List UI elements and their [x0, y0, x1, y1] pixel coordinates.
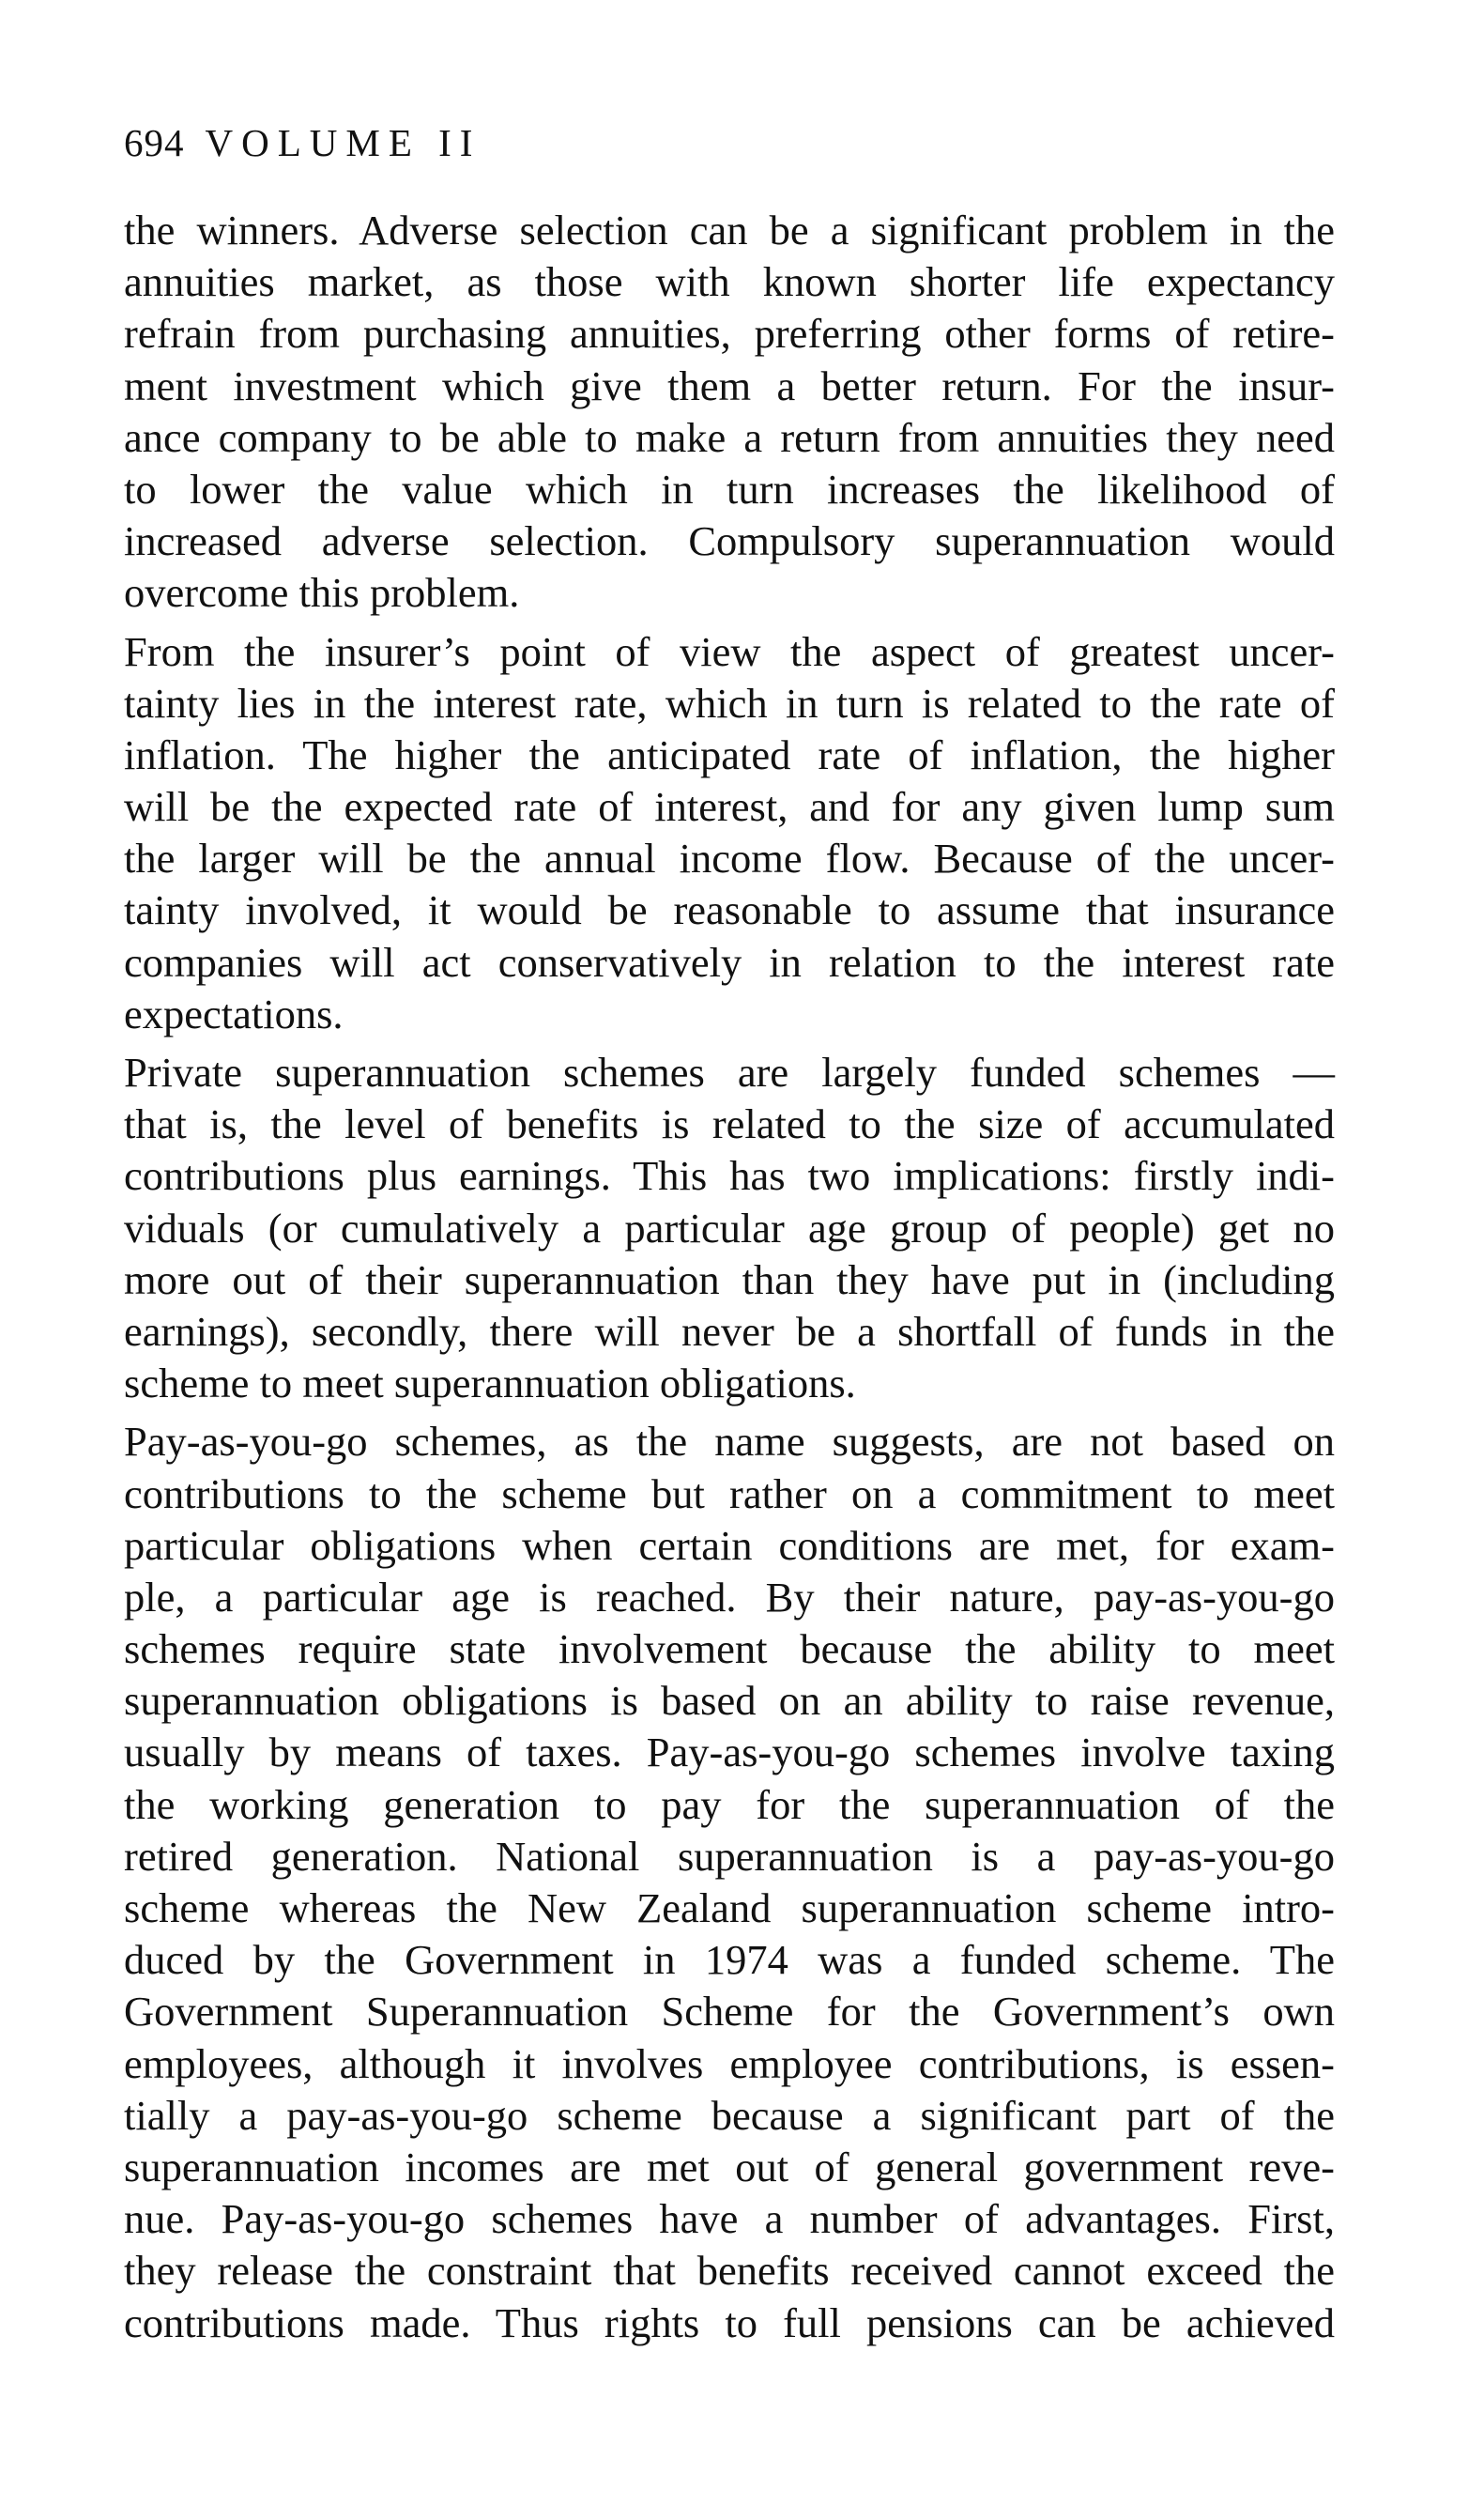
text-line: retired generation. National superannuation is a pay-as-you-go	[124, 1832, 1335, 1880]
page-number: 694	[124, 121, 185, 164]
text-line: more out of their superannuation than they have put in (including	[124, 1255, 1335, 1303]
text-line: usually by means of taxes. Pay-as-you-go schemes involve taxing	[124, 1729, 1335, 1776]
text-line: nue. Pay-as-you-go schemes have a number of advantages. First,	[124, 2195, 1335, 2243]
text-line: employees, although it involves employee contributions, is essen-	[124, 2039, 1335, 2087]
text-line: inflation. The higher the anticipated rate of inflation, the higher	[124, 730, 1335, 778]
text-line: the larger will be the annual income flow. Because of the uncer-	[124, 835, 1335, 883]
text-line: refrain from purchasing annuities, preferring other forms of retire-	[124, 310, 1335, 358]
text-line: that is, the level of benefits is related to the size of accumulated	[124, 1100, 1335, 1148]
text-line: scheme to meet superannuation obligations.	[124, 1360, 856, 1407]
text-line: ment investment which give them a better return. For the insur-	[124, 361, 1335, 409]
paragraph-pay-as-you-go	[124, 1416, 1335, 2348]
text-line: overcome this problem.	[124, 569, 520, 617]
running-head	[124, 120, 481, 165]
text-line: contributions to the scheme but rather on a commitment to meet	[124, 1469, 1335, 1517]
text-line: Pay-as-you-go schemes, as the name suggests, are not based on	[124, 1418, 1335, 1466]
text-line: contributions plus earnings. This has two implications: firstly indi-	[124, 1152, 1335, 1200]
text-line: will be the expected rate of interest, and for any given lump sum	[124, 783, 1335, 831]
text-line: tially a pay-as-you-go scheme because a significant part of the	[124, 2091, 1335, 2139]
text-line: annuities market, as those with known shorter life expectancy	[124, 258, 1335, 306]
text-line: expectations.	[124, 990, 344, 1037]
text-line: tainty involved, it would be reasonable to assume that insurance	[124, 886, 1335, 934]
text-line: scheme whereas the New Zealand superannuation scheme intro-	[124, 1884, 1335, 1931]
paragraph-adverse-selection	[124, 205, 1335, 620]
text-line: ple, a particular age is reached. By their nature, pay-as-you-go	[124, 1573, 1335, 1621]
text-line: they release the constraint that benefits received cannot exceed the	[124, 2247, 1335, 2295]
text-line: schemes require state involvement because the ability to meet	[124, 1625, 1335, 1673]
text-line: companies will act conservatively in relation to the interest rate	[124, 938, 1335, 986]
text-line: duced by the Government in 1974 was a funded scheme. The	[124, 1936, 1335, 1984]
text-line: to lower the value which in turn increases the likelihood of	[124, 465, 1335, 513]
paragraph-interest-rate	[124, 626, 1335, 1041]
text-line: viduals (or cumulatively a particular age group of people) get no	[124, 1204, 1335, 1252]
text-line: the working generation to pay for the superannuation of the	[124, 1780, 1335, 1828]
text-line: Government Superannuation Scheme for the Government’s own	[124, 1988, 1335, 2036]
text-line: ance company to be able to make a return from annuities they need	[124, 413, 1335, 461]
text-line: From the insurer’s point of view the aspect of greatest uncer-	[124, 627, 1335, 675]
text-line: particular obligations when certain conditions are met, for exam-	[124, 1521, 1335, 1569]
text-line: the winners. Adverse selection can be a significant problem in the	[124, 207, 1335, 254]
text-line: Private superannuation schemes are largely funded schemes —	[124, 1049, 1335, 1096]
text-line: earnings), secondly, there will never be a shortfall of funds in the	[124, 1307, 1335, 1355]
text-line: superannuation incomes are met out of general government reve-	[124, 2143, 1335, 2190]
volume-label: VOLUME II	[205, 121, 482, 164]
text-line: increased adverse selection. Compulsory superannuation would	[124, 517, 1335, 565]
text-line: tainty lies in the interest rate, which in turn is related to the rate of	[124, 679, 1335, 727]
body-text	[124, 205, 1335, 2349]
text-line: superannuation obligations is based on an ability to raise revenue,	[124, 1677, 1335, 1725]
text-line: contributions made. Thus rights to full pensions can be achieved	[124, 2298, 1335, 2346]
paragraph-funded-schemes	[124, 1047, 1335, 1409]
